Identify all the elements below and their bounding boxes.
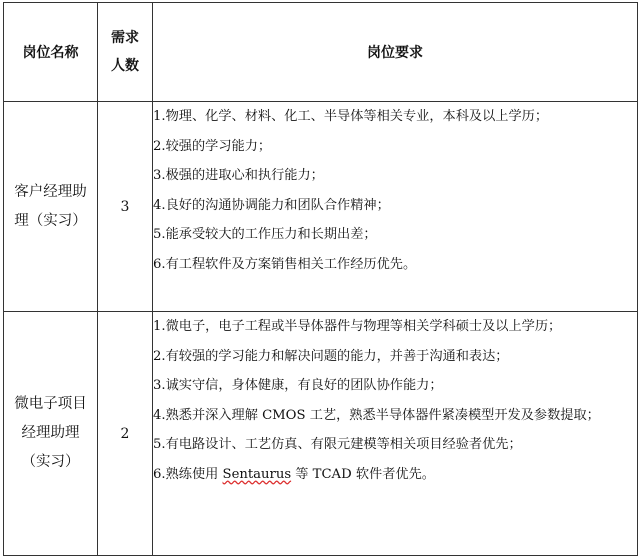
- req6-term: Sentaurus: [222, 466, 292, 482]
- list-item: 4.良好的沟通协调能力和团队合作精神；: [153, 197, 390, 213]
- position-line: （实习）: [21, 454, 80, 470]
- header-count-line1: 需求: [111, 30, 139, 46]
- header-row: [4, 3, 638, 102]
- list-item: 4.熟悉并深入理解 CMOS 工艺，熟悉半导体器件紧凑模型开发及参数提取；: [153, 407, 600, 423]
- count-cell: 3: [98, 102, 153, 312]
- list-item: 5.有电路设计、工艺仿真、有限元建模等相关项目经验者优先；: [153, 437, 522, 452]
- list-item: 1.微电子，电子工程或半导体器件与物理等相关学科硕士及以上学历；: [153, 319, 562, 334]
- header-requirements: 岗位要求: [153, 3, 638, 102]
- header-position: 岗位名称: [4, 3, 98, 102]
- req6-suffix: 等 TCAD 软件者优先。: [291, 466, 435, 482]
- count-cell: 2: [98, 312, 153, 556]
- list-item: 3.诚实守信，身体健康，有良好的团队协作能力；: [153, 378, 443, 393]
- position-cell: [4, 312, 98, 556]
- requirements-cell: [153, 102, 638, 312]
- list-item: 5.能承受较大的工作压力和长期出差；: [153, 227, 377, 242]
- table-row: [4, 312, 638, 556]
- position-line: 客户经理助: [14, 183, 87, 200]
- list-item: 2.较强的学习能力；: [153, 138, 272, 154]
- list-item: [153, 460, 637, 490]
- job-requirements-table: [3, 2, 638, 556]
- position-cell: [4, 102, 98, 312]
- table-row: [4, 102, 638, 312]
- position-line: 理（实习）: [14, 212, 87, 229]
- requirements-list: [153, 312, 637, 489]
- position-line: 微电子项目: [14, 396, 87, 412]
- list-item: 2.有较强的学习能力和解决问题的能力，并善于沟通和表达；: [153, 348, 509, 364]
- requirements-cell: [153, 312, 638, 556]
- req6-prefix: 6.熟练使用: [153, 466, 223, 482]
- list-item: 1.物理、化学、材料、化工、半导体等相关专业，本科及以上学历；: [153, 109, 549, 124]
- requirements-list: [153, 102, 637, 279]
- list-item: 3.极强的进取心和执行能力；: [153, 168, 324, 183]
- header-count-line2: 人数: [111, 58, 139, 74]
- position-line: 经理助理: [21, 425, 80, 441]
- list-item: 6.有工程软件及方案销售相关工作经历优先。: [153, 256, 417, 272]
- header-count: [98, 3, 153, 102]
